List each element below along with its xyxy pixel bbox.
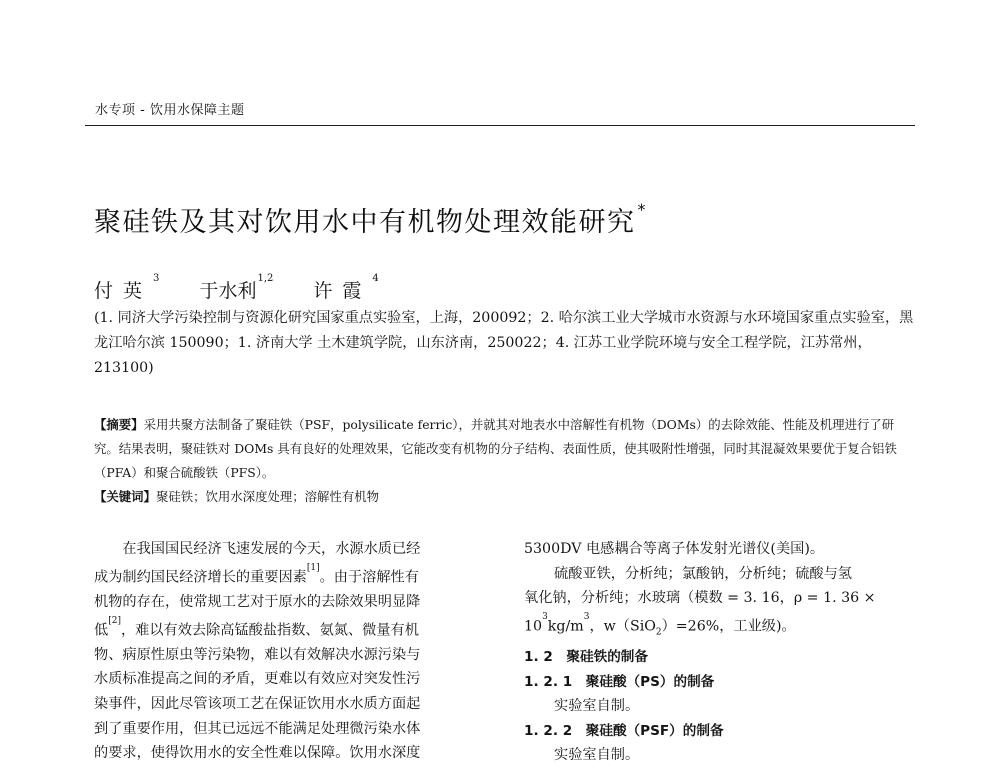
body-line: 实验室自制。 [554,698,640,715]
keywords-text: 聚硅铁；饮用水深度处理；溶解性有机物 [155,489,379,504]
body-line: $10^3kg/m^3$，w（SiO$_2$）=26%，工业级)。 [524,611,796,638]
author-2 [199,272,274,302]
body-text: ）=26%，工业级)。 [661,618,796,635]
affiliations: (1. 同济大学污染控制与资源化研究国家重点实验室，上海，200092；2. 哈尔滨工业大学城市水资源与水环境国家重点实验室，黑龙江哈尔滨 150090；1. 济南大学 土木建筑学院，山东济南，250022；4. 江苏工业学院环境与安全工程学院，江苏常州，213100) [94,310,914,376]
body-line: 染事件，因此尽管该项工艺在保证饮用水水质方面起 [94,696,421,713]
exponent: 3 [542,611,548,622]
author-name: 于水利 [199,280,257,302]
keywords-paragraph [94,485,916,509]
header-rule [85,125,915,126]
body-line: 到了重要作用，但其已远远不能满足处理微污染水体 [94,720,421,737]
body-text: 成为制约国民经济增长的重要因素 [94,569,307,586]
body-line: 水质标准提高之间的矛盾，更难以有效应对突发性污 [94,671,421,688]
section-heading: 1. 2 聚硅铁的制备 [524,648,648,665]
paper-title-text: 聚硅铁及其对饮用水中有机物处理效能研究 [94,207,636,238]
abstract-text: 采用共聚方法制备了聚硅铁（PSF，polysilicate ferric），并就其对地表水中溶解性有机物（DOMs）的去除效能、性能及机理进行了研究。结果表明，聚硅铁对 DOMs 具有良好的处理效果，它能改变有机物的分子结构、表面性质，使其吸附性增强，同时其混凝效果要优于复合铝铁（PFA）和聚合硫酸铁（PFS）。 [94,417,897,480]
author-name: 付英 [94,280,153,302]
author-1 [94,272,160,302]
author-affil-sup: 4 [372,272,379,284]
author-list [94,272,413,303]
body-line: 硫酸亚铁，分析纯；氯酸钠，分析纯；硫酸与氢 [554,565,852,582]
paper-title [94,200,647,239]
body-text: ，难以有效去除高锰酸盐指数、氨氮、微量有机 [120,622,419,639]
author-affil-sup: 3 [153,272,160,284]
title-footnote-mark: * [637,200,647,219]
subsection-heading: 1. 2. 2 聚硅酸（PSF）的制备 [524,722,724,739]
body-text: kg/m [547,618,584,635]
keywords-label: 【关键词】 [94,489,156,504]
body-line: 机物的存在，使常规工艺对于原水的去除效果明显降 [94,593,421,610]
body-line: 在我国国民经济飞速发展的今天，水源水质已经 [94,541,421,557]
body-line: 的要求，使得饮用水的安全性难以保障。饮用水深度 [94,745,421,762]
body-line: 物、病原性原虫等污染物，难以有效解决水源污染与 [94,646,421,663]
abstract-label: 【摘要】 [94,417,144,432]
running-head: 水专项 - 饮用水保障主题 [95,103,245,118]
body-text: ，w（SiO [589,618,656,635]
exponent: 3 [583,611,590,622]
author-name: 许霞 [313,280,372,302]
body-line: 5300DV 电感耦合等离子体发射光谱仪(美国)。 [524,541,825,557]
body-column-right [524,537,916,768]
author-3 [313,272,379,302]
body-line [94,615,494,643]
body-text: 10 [524,618,543,635]
subsection-heading: 1. 2. 1 聚硅酸（PS）的制备 [524,673,715,690]
body-column-left [94,537,494,766]
author-affil-sup: 1,2 [257,272,274,284]
citation-ref: [2] [108,615,121,626]
body-line: 实验室自制。 [554,747,640,764]
body-line: 氧化钠，分析纯；水玻璃（模数 = 3. 16，ρ = 1. 36 × [524,590,876,607]
citation-ref: [1] [306,562,320,573]
body-line [94,562,494,590]
body-text: 。由于溶解性有 [319,569,419,586]
abstract-paragraph [94,413,916,485]
abstract-block [94,413,916,509]
body-text: 低 [94,622,109,639]
